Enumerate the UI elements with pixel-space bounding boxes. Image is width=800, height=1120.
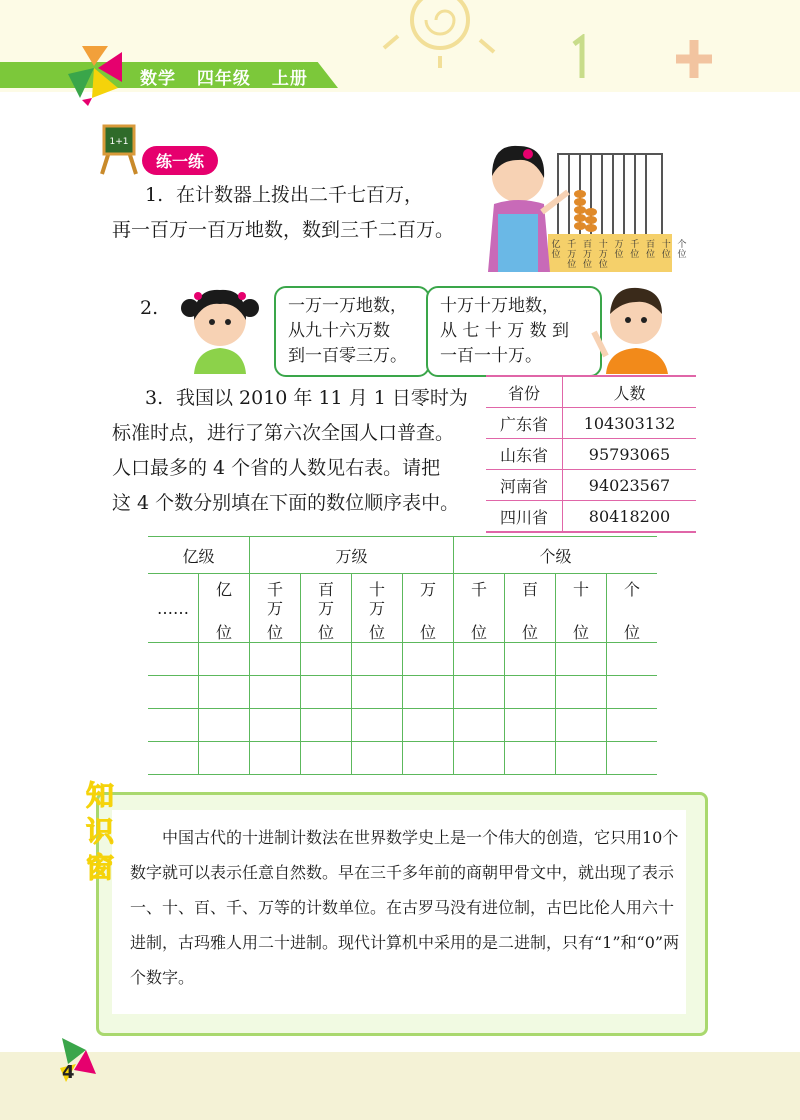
empty-cell[interactable]: [301, 643, 352, 676]
empty-cell[interactable]: [403, 742, 454, 775]
column-char: 万: [419, 580, 436, 599]
column-unit: 位: [470, 623, 487, 642]
empty-row: [148, 742, 657, 775]
empty-cell[interactable]: [352, 676, 403, 709]
empty-cell[interactable]: [505, 709, 556, 742]
empty-cell[interactable]: [148, 742, 199, 775]
easel-icon: [94, 122, 144, 178]
abacus-column-labels: [549, 240, 689, 270]
exercise1-number: 1.: [145, 184, 164, 206]
column-baiwan: [301, 574, 352, 643]
tangram-logo-icon: [62, 38, 132, 108]
column-char: 千: [266, 580, 283, 599]
bubble-left-line: 到一百零三万。: [288, 346, 407, 366]
knowledge-title-char: 窗: [86, 851, 115, 884]
population-cell: 104303132: [563, 408, 697, 439]
exercise3-line: 标准时点，进行了第六次全国人口普查。: [112, 422, 455, 444]
svg-text:1+1: 1+1: [109, 137, 129, 147]
empty-cell[interactable]: [148, 709, 199, 742]
empty-cell[interactable]: [148, 676, 199, 709]
column-ge: [607, 574, 658, 643]
column-char: 千: [470, 580, 487, 599]
column-header: 省份: [486, 376, 563, 408]
exercise3-line: 我国以 2010 年 11 月 1 日零时为: [176, 387, 468, 409]
province-cell: 山东省: [486, 439, 563, 470]
empty-cell[interactable]: [199, 676, 250, 709]
girl-pigtails-illustration: [180, 278, 260, 374]
column-char: 百: [521, 580, 538, 599]
empty-cell[interactable]: [607, 742, 658, 775]
province-cell: 广东省: [486, 408, 563, 439]
abacus-label: 个位: [677, 240, 687, 260]
population-cell: 94023567: [563, 470, 697, 501]
group-header-yi: 亿级: [148, 537, 250, 574]
bubble-left-line: 从九十六万数: [288, 321, 390, 341]
column-unit: 位: [521, 623, 538, 642]
empty-cell[interactable]: [607, 676, 658, 709]
table-row: [486, 501, 696, 533]
column-unit: 位: [215, 623, 232, 642]
column-qian: [454, 574, 505, 643]
knowledge-text: 中国古代的十进制计数法在世界数学史上是一个伟大的创造，它只用10个数字就可以表示任意自然数。早在三千多年前的商朝甲骨文中，就出现了表示一、十、百、千、万等的计数单位。在古罗马没有进位制，古巴比伦人用六十进制，古玛雅人用二十进制。现代计算机中采用的是二进制，只有“1”和“0”两个数字。: [130, 828, 680, 987]
sun-decoration-icon: [380, 0, 500, 70]
bubble-right-line: 十万十万地数，: [440, 296, 559, 316]
bubble-left-line: 一万一万地数，: [288, 296, 407, 316]
abacus-label: 千万位: [567, 240, 577, 270]
table-row: [486, 470, 696, 501]
province-population-table: [486, 375, 696, 533]
page-number: 4: [62, 1062, 75, 1083]
column-shi: [556, 574, 607, 643]
exercise3-line: 人口最多的 4 个省的人数见右表。请把: [112, 457, 441, 479]
empty-row: [148, 676, 657, 709]
exercise3-line: 这 4 个数分别填在下面的数位顺序表中。: [112, 492, 460, 514]
column-unit: 位: [572, 623, 589, 642]
abacus-label: 十万位: [598, 240, 608, 270]
empty-cell[interactable]: [250, 676, 301, 709]
knowledge-title-char: 知: [86, 779, 115, 812]
exercise1-line1: 在计数器上拨出二千七百万，: [176, 184, 424, 206]
group-header-row: [148, 537, 657, 574]
empty-cell[interactable]: [250, 709, 301, 742]
bubble-right-line: 一百一十万。: [440, 346, 542, 366]
empty-cell[interactable]: [505, 676, 556, 709]
column-unit: 位: [419, 623, 436, 642]
practice-badge: 练一练: [142, 146, 218, 175]
empty-cell[interactable]: [352, 643, 403, 676]
exercise2-number: 2.: [140, 297, 159, 319]
column-char: 亿: [215, 580, 232, 599]
speech-bubble-right: [426, 286, 602, 377]
empty-row: [148, 709, 657, 742]
column-header-row: [148, 574, 657, 643]
column-char: 万: [317, 599, 334, 618]
column-char: 万: [368, 599, 385, 618]
column-header: 人数: [563, 376, 697, 408]
empty-cell[interactable]: [352, 709, 403, 742]
abacus-label: 万位: [614, 240, 624, 260]
empty-cell[interactable]: [403, 709, 454, 742]
footer-band: [0, 1052, 800, 1120]
empty-cell[interactable]: [250, 742, 301, 775]
empty-cell[interactable]: [301, 676, 352, 709]
header-title: [140, 64, 322, 89]
empty-cell[interactable]: [454, 742, 505, 775]
empty-cell[interactable]: [505, 742, 556, 775]
empty-cell[interactable]: [403, 643, 454, 676]
column-bai: [505, 574, 556, 643]
column-unit: 位: [266, 623, 283, 642]
column-qianwan: [250, 574, 301, 643]
abacus-label: 亿位: [551, 240, 561, 260]
province-cell: 河南省: [486, 470, 563, 501]
column-yi: [199, 574, 250, 643]
empty-cell[interactable]: [301, 709, 352, 742]
empty-cell[interactable]: [454, 709, 505, 742]
table-header-row: [486, 376, 696, 408]
empty-row: [148, 643, 657, 676]
abacus-label: 百万位: [582, 240, 592, 270]
column-char: 万: [266, 599, 283, 618]
empty-cell[interactable]: [301, 742, 352, 775]
abacus-label: 十位: [661, 240, 671, 260]
empty-cell[interactable]: [556, 643, 607, 676]
column-char: 十: [572, 580, 589, 599]
empty-cell[interactable]: [199, 742, 250, 775]
column-shiwan: [352, 574, 403, 643]
abacus-label: 千位: [630, 240, 640, 260]
header-volume: 上册: [271, 69, 308, 89]
header-subject: 数学: [140, 69, 176, 89]
empty-cell[interactable]: [556, 709, 607, 742]
empty-cell[interactable]: [607, 709, 658, 742]
group-header-wan: 万级: [250, 537, 454, 574]
place-value-table: [148, 536, 657, 775]
empty-cell[interactable]: [454, 676, 505, 709]
exercise3-number: 3.: [145, 387, 164, 409]
column-char: 十: [368, 580, 385, 599]
empty-cell[interactable]: [505, 643, 556, 676]
empty-cell[interactable]: [199, 709, 250, 742]
table-row: [486, 408, 696, 439]
empty-cell[interactable]: [352, 742, 403, 775]
empty-cell[interactable]: [454, 643, 505, 676]
column-char: 百: [317, 580, 334, 599]
exercise1-line2: 再一百万一百万地数，数到三千二百万。: [112, 219, 455, 241]
group-header-ge: 个级: [454, 537, 658, 574]
empty-cell[interactable]: [607, 643, 658, 676]
abacus-label: 百位: [645, 240, 655, 260]
column-unit: 位: [623, 623, 640, 642]
ellipsis-cell: ……: [148, 574, 199, 643]
province-cell: 四川省: [486, 501, 563, 533]
header-grade: 四年级: [196, 69, 251, 89]
bubble-right-line: 从 七 十 万 数 到: [440, 321, 570, 341]
column-unit: 位: [317, 623, 334, 642]
knowledge-title-char: 识: [86, 815, 115, 848]
empty-cell[interactable]: [250, 643, 301, 676]
number-one-plus-decoration-icon: [566, 34, 726, 84]
column-unit: 位: [368, 623, 385, 642]
empty-cell[interactable]: [199, 643, 250, 676]
empty-cell[interactable]: [148, 643, 199, 676]
column-wan: [403, 574, 454, 643]
knowledge-title: [86, 778, 124, 886]
table-row: [486, 439, 696, 470]
column-char: 个: [623, 580, 640, 599]
population-cell: 95793065: [563, 439, 697, 470]
population-cell: 80418200: [563, 501, 697, 533]
speech-bubble-left: [274, 286, 430, 377]
empty-cell[interactable]: [556, 676, 607, 709]
empty-cell[interactable]: [556, 742, 607, 775]
empty-cell[interactable]: [403, 676, 454, 709]
boy-waving-illustration: [588, 274, 678, 374]
